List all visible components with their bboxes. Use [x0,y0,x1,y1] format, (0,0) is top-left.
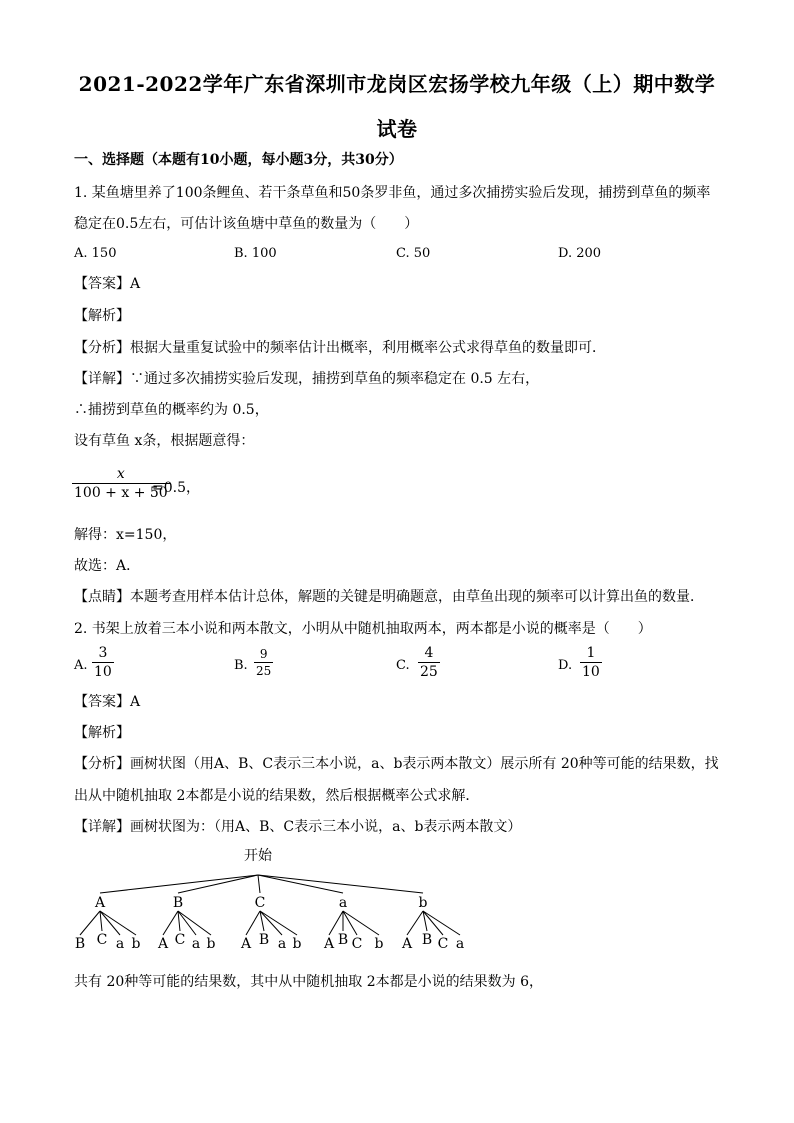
document-title-continued: 试卷 [376,117,418,141]
q1-option-d: D. 200 [558,246,602,261]
tree-leaf-C-A: A [240,936,252,952]
fraction-bar [418,662,440,663]
tree-leaf-B-A: A [157,936,169,952]
tree-leaf-C-B: B [258,932,270,948]
fraction-bar [92,662,114,663]
section-heading: 一、选择题（本题有10小题，每小题3分，共30分） [74,152,403,168]
tree-leaf-C-a: a [277,936,287,952]
q1-equation-denominator: 100 + x + 50 [74,485,168,501]
tree-leaf-B-a: a [191,936,201,952]
q2-option-a-denominator: 10 [94,664,112,680]
tree-leaf-C-b: b [292,936,302,952]
tree-edge-root-C [258,875,260,893]
fraction-bar [580,662,602,663]
q2-option-d-numerator: 1 [586,645,596,661]
tree-leaf-b-a: a [455,936,465,952]
tree-edge-root-b [258,875,423,893]
q2-option-b-denominator: 25 [256,664,272,678]
tree-leaf-a-b: b [374,936,384,952]
q2-conclusion: 共有 20种等可能的结果数，其中从中随机抽取 2本都是小说的结果数为 6， [74,974,543,990]
tree-edge-A-C [100,911,102,931]
tree-edge-a-b [343,911,379,935]
q1-answer: 【答案】A [74,276,141,292]
q1-equation-rhs: =0.5， [152,480,200,496]
q2-option-d-denominator: 10 [582,664,600,680]
q1-stem-line1: 1. 某鱼塘里养了100条鲤鱼、若干条草鱼和50条罗非鱼，通过多次捕捞实验后发现，捕捞到草鱼的频率 [74,185,711,201]
tree-leaf-b-C: C [437,936,449,952]
q1-equation-numerator: x [116,466,125,482]
tree-leaf-A-B: B [74,936,86,952]
tree-edge-b-A [407,911,423,935]
q2-option-a-numerator: 3 [98,645,108,661]
q2-option-a-label: A. [74,658,88,673]
document-title: 2021-2022学年广东省深圳市龙岗区宏扬学校九年级（上）期中数学 [78,72,716,96]
q1-dianjing: 【点睛】本题考查用样本估计总体，解题的关键是明确题意，由草鱼出现的频率可以计算出鱼的数量． [74,589,704,605]
tree-node-B: B [172,895,184,911]
q2-option-b-label: B. [234,658,248,673]
tree-leaf-a-A: A [323,936,335,952]
q2-xiangjie: 【详解】画树状图为：（用A、B、C表示三本小说，a、b表示两本散文） [74,819,522,835]
tree-node-a: a [338,895,348,911]
q1-choose: 故选：A． [74,558,141,574]
q2-option-c-label: C. [396,658,410,673]
q1-stem-line2: 稳定在0.5左右，可估计该鱼塘中草鱼的数量为（ ） [74,216,419,232]
tree-root-label: 开始 [244,848,272,864]
tree-leaf-A-a: a [115,936,125,952]
q1-option-a: A. 150 [74,246,117,261]
q2-option-b-numerator: 9 [259,647,268,661]
q1-option-b: B. 100 [234,246,277,261]
tree-node-A: A [94,895,106,911]
q1-xiangjie-line3: 设有草鱼 x条，根据题意得： [74,433,255,449]
q2-option-d-fraction [580,645,602,680]
tree-node-b: b [418,895,428,911]
q2-option-b-fraction [254,647,273,678]
tree-leaf-b-A: A [401,936,413,952]
q1-option-c: C. 50 [396,246,431,261]
q2-option-d-label: D. [558,658,573,673]
tree-leaf-a-C: C [351,936,363,952]
q2-option-a-fraction [92,645,114,680]
q2-option-c-numerator: 4 [424,645,434,661]
q1-xiangjie-line2: ∴捕捞到草鱼的概率约为 0.5， [74,402,269,418]
tree-node-C: C [254,895,266,911]
probability-tree-diagram [0,845,794,965]
q1-analysis-heading: 【解析】 [74,308,130,324]
q2-stem: 2. 书架上放着三本小说和两本散文，小明从中随机抽取两本，两本都是小说的概率是（ ） [74,621,652,637]
tree-leaf-A-C: C [96,932,108,948]
q2-fenxi-line2: 出从中随机抽取 2本都是小说的结果数，然后根据概率公式求解． [74,788,480,804]
tree-leaf-b-B: B [421,932,433,948]
q2-analysis-heading: 【解析】 [74,725,130,741]
q2-answer: 【答案】A [74,694,141,710]
q2-fenxi-line1: 【分析】画树状图（用A、B、C表示三本小说，a、b表示两本散文）展示所有 20种等可能的结果数，找 [74,756,719,772]
tree-edge-root-A [100,875,258,893]
tree-leaf-B-C: C [174,932,186,948]
tree-leaf-a-B: B [337,932,349,948]
tree-edge-root-a [258,875,343,893]
q1-solve: 解得：x=150， [74,527,177,543]
q1-xiangjie-line1: 【详解】∵通过多次捕捞实验后发现，捕捞到草鱼的频率稳定在 0.5 左右， [74,371,540,387]
q2-option-c-fraction [418,645,440,680]
tree-edge-root-B [178,875,258,893]
q2-option-c-denominator: 25 [420,664,438,680]
tree-leaf-A-b: b [131,936,141,952]
q1-fenxi: 【分析】根据大量重复试验中的频率估计出概率，利用概率公式求得草鱼的数量即可． [74,340,606,356]
tree-leaf-B-b: b [206,936,216,952]
fraction-bar [254,662,273,663]
